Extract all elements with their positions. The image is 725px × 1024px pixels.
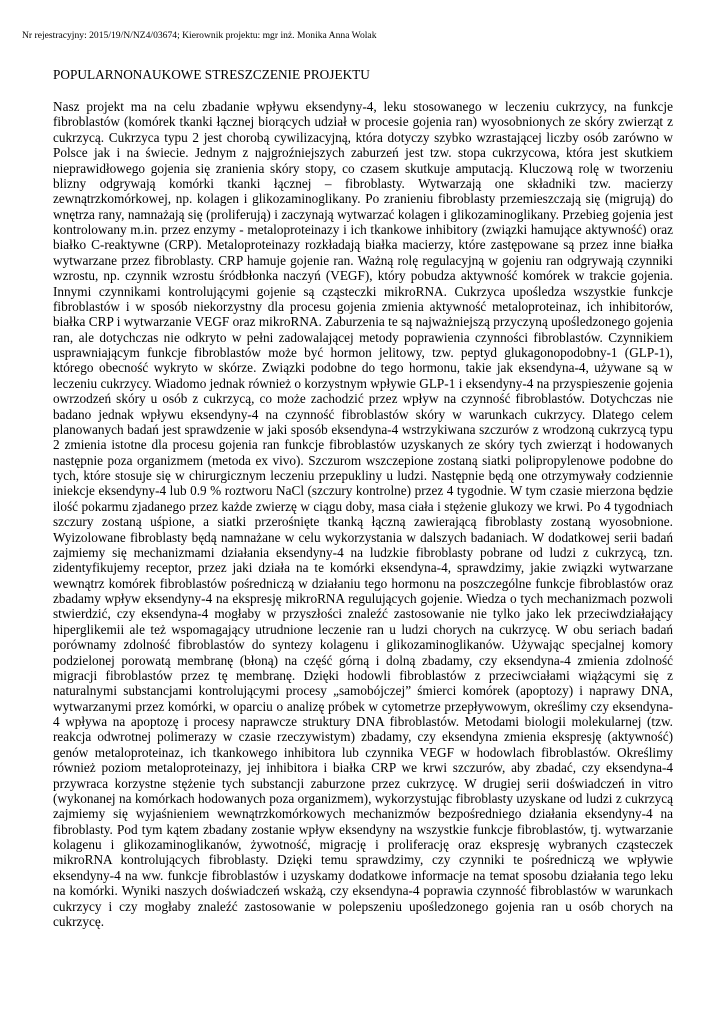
summary-paragraph: Nasz projekt ma na celu zbadanie wpływu eksendyny-4, leku stosowanego w leczeniu cukrzycy, na funkcje fibroblastów (komórek tkanki łącznej biorących udział w procesie gojenia ran) wyosobnionych ze skóry zwierząt z cukrzycą. Cukrzyca typu 2 jest chorobą cywilizacyjną, która dotyczy szybko wzrastającej liczby osób zarówno w Polsce jak i na świecie. Jednym z najgroźniejszych zaburzeń jest tzw. stopa cukrzycowa, która jest skutkiem nieprawidłowego gojenia się zranienia skóry stopy, co czasem skutkuje amputacją. Kluczową rolę w tworzeniu blizny odgrywają komórki tkanki łącznej – fibroblasty. Wytwarzają one składniki tzw. macierzy zewnątrzkomórkowej, np. kolagen i glikozaminoglikany. Po zranieniu fibroblasty przemieszczają się (migrują) do wnętrza rany, namnażają się (proliferują) i zaczynają wytwarzać kolagen i glikozaminoglikany. Przebieg gojenia jest kontrolowany m.in. przez enzymy - metaloproteinazy i ich tkankowe inhibitory (związki hamujące aktywność) oraz białko C-reaktywne (CRP). Metaloproteinazy rozkładają białka macierzy, które zastępowane są przez inne białka wytwarzane przez fibroblasty. CRP hamuje gojenie ran. Ważną rolę regulacyjną w gojeniu ran odgrywają czynniki wzrostu, np. czynnik wzrostu śródbłonka naczyń (VEGF), który pobudza aktywność komórek w trakcie gojenia. Innymi czynnikami kontrolującymi gojenie są cząsteczki mikroRNA. Cukrzyca upośledza wszystkie funkcje fibroblastów i w sposób niekorzystny dla procesu gojenia zmienia aktywność metaloproteinaz, ich inhibitorów, białka CRP i wytwarzanie VEGF oraz mikroRNA. Zaburzenia te są najważniejszą przyczyną upośledzonego gojenia ran, ale dotychczas nie odkryto w pełni zadowalającej metody poprawienia czynności fibroblastów. Czynnikiem usprawniającym funkcje fibroblastów może być hormon jelitowy, tzw. peptyd glukagonopodobny-1 (GLP-1), którego obecność wykryto w skórze. Związki podobne do tego hormonu, takie jak eksendyna-4, używane są w leczeniu cukrzycy. Wiadomo jednak również o korzystnym wpływie GLP-1 i eksendyny-4 na przyspieszenie gojenia owrzodzeń skóry u osób z cukrzycą, co może zachodzić przez wpływ na czynność fibroblastów. Dotychczas nie badano jednak wpływu eksendyny-4 na czynność fibroblastów skóry w warunkach cukrzycy. Dlatego celem planowanych badań jest sprawdzenie w jaki sposób eksendyna-4 wstrzykiwana szczurów z wrodzoną cukrzycą typu 2 zmienia istotne dla procesu gojenia ran funkcje fibroblastów uzyskanych ze skóry tych zwierząt i hodowanych następnie poza organizmem (metoda ex vivo). Szczurom wszczepione zostaną siatki polipropylenowe podobne do tych, które stosuje się w chirurgicznym leczeniu przepukliny u ludzi. Następnie będą one otrzymywały codziennie iniekcje eksendyny-4 lub 0.9 % roztworu NaCl (szczury kontrolne) przez 4 tygodnie. W tym czasie mierzona będzie ilość pokarmu zjadanego przez każde zwierzę w ciągu doby, masa ciała i stężenie glukozy we krwi. Po 4 tygodniach szczury zostaną uśpione, a siatki przerośnięte tkanką łączną zawierającą fibroblasty zostaną wyosobnione. Wyizolowane fibroblasty będą namnażane w celu wykorzystania w dalszych badaniach. W dodatkowej serii badań zajmiemy się mechanizmami działania eksendyny-4 na ludzkie fibroblasty pobrane od ludzi z cukrzycą, tzn. zidentyfikujemy receptor, przez jaki działa na te komórki eksendyna-4, sprawdzimy, jakie związki wytwarzane wewnątrz komórek fibroblastów pośredniczą w działaniu tego hormonu na poszczególne funkcje fibroblastów oraz zbadamy wpływ eksendyny-4 na ekspresję mikroRNA regulujących gojenie. Wiedza o tych mechanizmach pozwoli stwierdzić, czy eksendyna-4 mogłaby w przyszłości znaleźć zastosowanie nie tylko jako lek przeciwdziałający hiperglikemii ale też wspomagający utrudnione leczenie ran u ludzi chorych na cukrzycę. W obu seriach badań porównamy zdolność fibroblastów do syntezy kolagenu i glikozaminoglikanów. Używając specjalnej komory podzielonej porowatą membranę (błoną) na część górną i dolną zbadamy, czy eksendyna-4 zmienia zdolność migracji fibroblastów przez tę membranę. Dzięki hodowli fibroblastów z przeciwciałami wiążącymi się z naturalnymi substancjami kontrolującymi procesy „samobójczej” śmierci komórek (apoptozy) i naprawy DNA, wytwarzanymi przez komórki, w oparciu o analizę próbek w cytometrze przepływowym, określimy czy eksendyna-4 wpływa na apoptozę i procesy naprawcze struktury DNA fibroblastów. Metodami biologii molekularnej (tzw. reakcja odwrotnej polimerazy w czasie rzeczywistym) zbadamy, czy eksendyna zmienia ekspresję (aktywność) genów metaloproteinaz, ich tkankowego inhibitora lub czynnika VEGF w hodowlach fibroblastów. Określimy również poziom metaloproteinazy, jej inhibitora i białka CRP we krwi szczurów, aby zbadać, czy eksendyna-4 przywraca korzystne stężenie tych substancji zaburzone przez cukrzycę. W drugiej serii doświadczeń in vitro (wykonanej na komórkach hodowanych poza organizmem), wykorzystując fibroblasty uzyskane od ludzi z cukrzycą zajmiemy się wyjaśnieniem wewnątrzkomórkowych mechanizmów bezpośredniego działania eksendyny-4 na fibroblasty. Pod tym kątem zbadany zostanie wpływ eksendyny na wszystkie funkcje fibroblastów, tj. wytwarzanie kolagenu i glikozaminoglikanów, żywotność, migrację i proliferację oraz ekspresję wybranych cząsteczek mikroRNA kontrolujących fibroblasty. Dzięki temu sprawdzimy, czy czynniki te pośredniczą we wpływie eksendyny-4 na ww. funkcje fibroblastów i uzyskamy dodatkowe informacje na temat sposobu działania tego leku na komórki. Wyniki naszych doświadczeń wskażą, czy eksendyna-4 poprawia czynność fibroblastów w warunkach cukrzycy i czy mogłaby znaleźć zastosowanie w polepszeniu upośledzonego gojenia ran u osób chorych na cukrzycę.	[53, 99, 673, 929]
document-title: POPULARNONAUKOWE STRESZCZENIE PROJEKTU	[53, 67, 370, 82]
registration-header: Nr rejestracyjny: 2015/19/N/NZ4/03674; Kierownik projektu: mgr inż. Monika Anna Wolak	[22, 30, 377, 41]
